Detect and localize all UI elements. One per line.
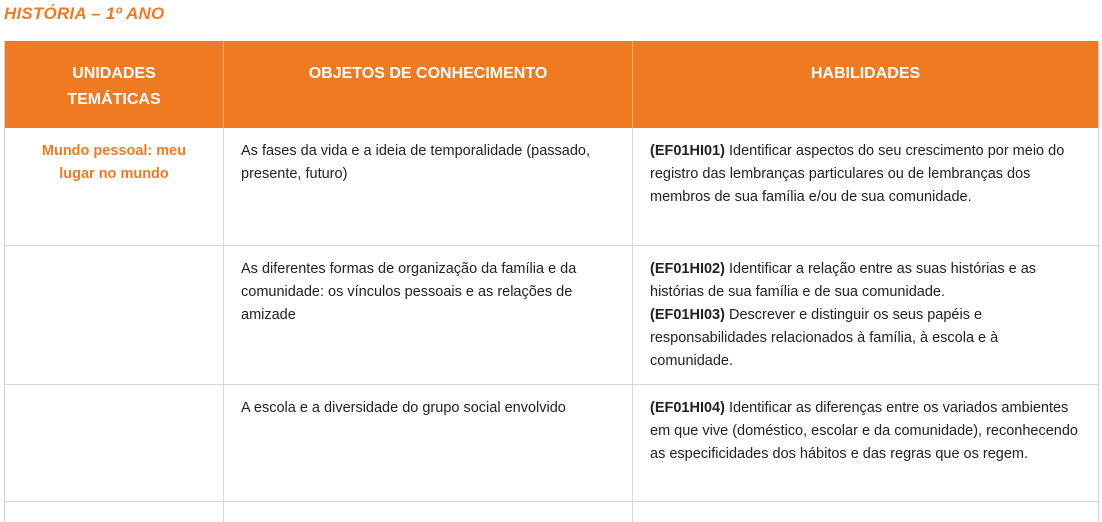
habilidade-text: Identificar a relação entre as suas histórias e as histórias de sua família e de sua comunidade.	[650, 261, 1037, 300]
habilidade-text: Identificar aspectos do seu crescimento por meio do registro das lembranças particulares ou de lembranças dos membros de sua família e/ou de sua comunidade.	[650, 143, 1065, 205]
objeto-cell: A escola e a diversidade do grupo social envolvido	[223, 385, 632, 501]
empty-cell	[632, 502, 1098, 522]
objeto-cell: As diferentes formas de organização da família e da comunidade: os vínculos pessoais e as relações de amizade	[223, 246, 632, 384]
habilidade-item	[650, 140, 1082, 209]
habilidade-item	[650, 258, 1082, 304]
habilidade-cell	[632, 385, 1098, 501]
curriculum-table	[4, 41, 1099, 522]
habilidade-code: (EF01HI01)	[650, 143, 725, 159]
table-row-partial	[5, 502, 1098, 522]
empty-cell	[223, 502, 632, 522]
habilidade-text: Identificar as diferenças entre os variados ambientes em que vive (doméstico, escolar e da comunidade), reconhecendo as especificidades dos hábitos e das regras que os regem.	[650, 400, 1078, 462]
habilidade-item	[650, 304, 1082, 373]
table-row	[5, 246, 1098, 385]
habilidade-code: (EF01HI02)	[650, 261, 725, 277]
table-header-row	[5, 41, 1098, 128]
table-row	[5, 128, 1098, 246]
habilidade-cell	[632, 246, 1098, 384]
habilidade-cell	[632, 128, 1098, 245]
habilidade-code: (EF01HI03)	[650, 307, 725, 323]
habilidade-item	[650, 397, 1082, 466]
habilidade-code: (EF01HI04)	[650, 400, 725, 416]
unidade-tematica-cell-empty	[5, 385, 223, 501]
objeto-cell: As fases da vida e a ideia de temporalidade (passado, presente, futuro)	[223, 128, 632, 245]
header-habilidades: HABILIDADES	[632, 41, 1098, 128]
unidade-tematica-cell-empty	[5, 246, 223, 384]
habilidade-text: Descrever e distinguir os seus papéis e responsabilidades relacionados à família, à escola e à comunidade.	[650, 307, 999, 369]
table-row	[5, 385, 1098, 502]
header-unidades-tematicas: UNIDADES TEMÁTICAS	[67, 65, 161, 108]
empty-cell	[5, 502, 223, 522]
page-title: HISTÓRIA – 1º ANO	[4, 4, 165, 23]
header-objetos-de-conhecimento: OBJETOS DE CONHECIMENTO	[223, 41, 632, 128]
unidade-tematica-cell: Mundo pessoal: meu lugar no mundo	[41, 143, 187, 182]
